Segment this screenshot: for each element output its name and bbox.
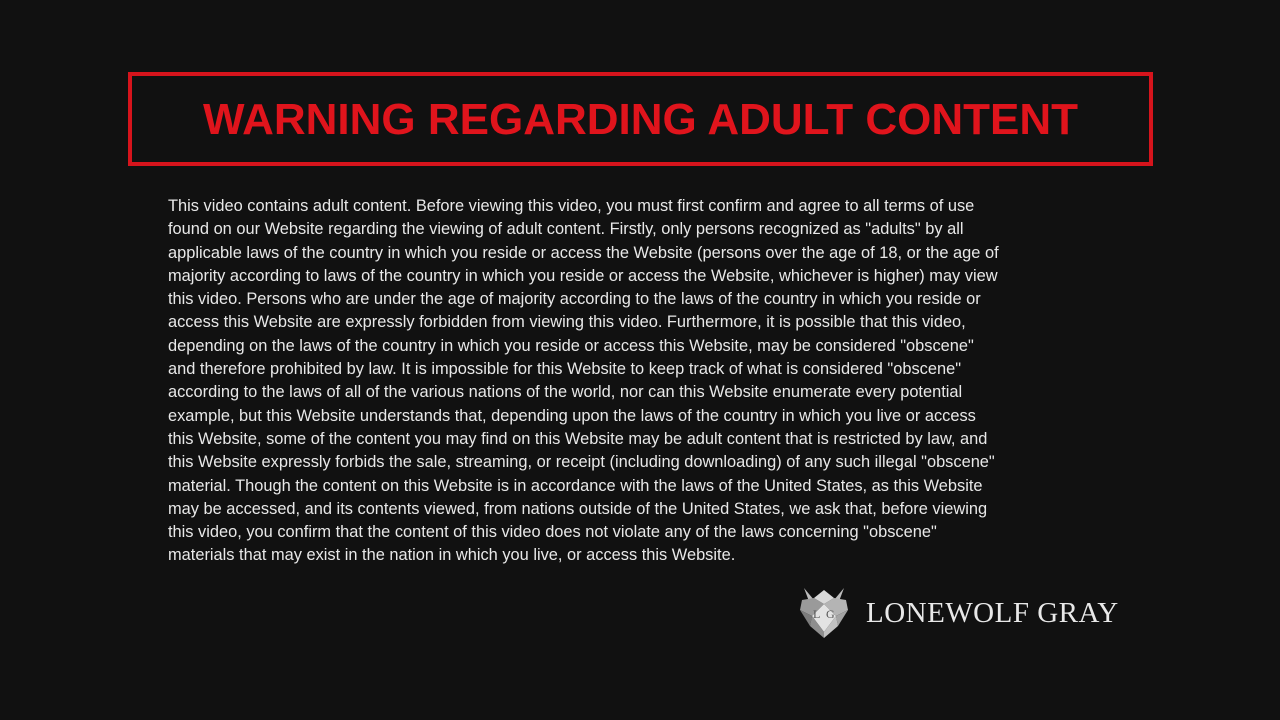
brand-name: LONEWOLF GRAY [866,596,1119,629]
adult-content-notice [168,195,1113,568]
notice-line: this Website, some of the content you may find on this Website may be adult content that is restricted by law, and [168,429,988,448]
wolf-head-icon [798,586,850,640]
warning-title: WARNING REGARDING ADULT CONTENT [202,95,1079,144]
notice-line: applicable laws of the country in which you reside or access the Website (persons over the age of 18, or the age of [168,243,999,262]
logo-letter-g: G [826,607,835,621]
warning-banner [128,72,1153,166]
notice-line: majority according to laws of the country in which you reside or access the Website, whichever is higher) may view [168,266,998,285]
notice-line: and therefore prohibited by law. It is impossible for this Website to keep track of what is considered "obscene" [168,360,962,379]
logo-letter-l: L [813,607,821,621]
notice-line: depending on the laws of the country in which you reside or access this Website, may be considered "obscene" [168,336,974,355]
notice-line: this Website expressly forbids the sale, streaming, or receipt (including downloading) of any such illegal "obscene" [168,453,995,472]
notice-line: according to the laws of all of the various nations of the world, nor can this Website enumerate every potential [168,383,963,402]
notice-line: example, but this Website understands that, depending upon the laws of the country in which you live or access [168,406,976,425]
notice-line: found on our Website regarding the viewing of adult content. Firstly, only persons recognized as "adults" by all [168,220,964,239]
notice-line: materials that may exist in the nation in which you live, or access this Website. [168,546,736,565]
notice-line: material. Though the content on this Website is in accordance with the laws of the United States, as this Website [168,476,983,495]
notice-line: access this Website are expressly forbidden from viewing this video. Furthermore, it is possible that this video, [168,313,966,332]
brand-logo [798,586,1119,640]
notice-line: this video. Persons who are under the age of majority according to the laws of the country in which you reside or [168,290,981,309]
notice-line: This video contains adult content. Before viewing this video, you must first confirm and agree to all terms of use [168,197,975,215]
notice-line: may be accessed, and its contents viewed, from nations outside of the United States, we ask that, before viewing [168,499,988,518]
notice-line: this video, you confirm that the content of this video does not violate any of the laws concerning "obscene" [168,523,937,542]
